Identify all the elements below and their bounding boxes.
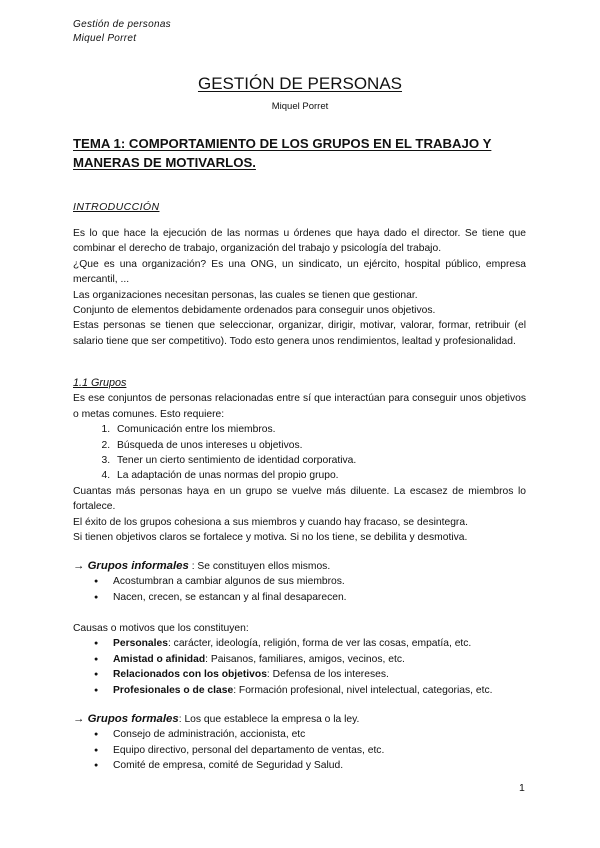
grupos-section [73,376,526,545]
causas-section [73,621,526,698]
causa-label: Relacionados con los objetivos [113,669,267,681]
intro-paragraph-3: Las organizaciones necesitan personas, las cuales se tienen que gestionar. [73,289,418,301]
grupos-heading: 1.1 Grupos [73,377,127,389]
grupos-paragraph-1: Es ese conjuntos de personas relacionadas entre sí que interactúan para conseguir unos objetivos o metas comunes. Esto requiere: [73,393,526,420]
list-item: ● Nacen, crecen, se estancan y al final desaparecen. [103,590,526,605]
page-number: 1 [519,782,525,794]
grupos-paragraph-2: Cuantas más personas haya en un grupo se vuelve más diluente. La escasez de miembros lo fortalece. [73,485,526,513]
intro-heading-block [73,200,526,215]
arrow-icon: → [73,713,85,725]
list-item [103,667,526,682]
grupos-paragraph-4: Si tienen objetivos claros se fortalece y motiva. Si no los tiene, se debilita y desmotiva. [73,532,468,544]
header-author: Miquel Porret [73,33,137,44]
list-item: ● Acostumbran a cambiar algunos de sus miembros. [103,574,526,589]
causas-list [73,636,526,698]
list-item: 1. Comunicación entre los miembros. [113,422,526,437]
requisitos-list [73,422,526,484]
list-item: ● Comité de empresa, comité de Seguridad y Salud. [103,758,526,773]
formales-label: Grupos formales [87,713,179,725]
causa-label: Amistad o afinidad [113,653,206,665]
list-item: ● Consejo de administración, accionista, etc [103,727,526,742]
list-item: 3. Tener un cierto sentimiento de identidad corporativa. [113,453,526,468]
header-subject: Gestión de personas [73,19,171,30]
intro-section [73,226,526,349]
causa-text: : Paisanos, familiares, amigos, vecinos, etc. [205,653,405,665]
tema-heading: TEMA 1: COMPORTAMIENTO DE LOS GRUPOS EN EL TRABAJO Y MANERAS DE MOTIVARLOS. [73,136,492,170]
causa-text: : carácter, ideología, religión, forma de ver las cosas, empatía, etc. [167,638,472,650]
intro-paragraph-1: Es lo que hace la ejecución de las normas u órdenes que haya dado el director. Se tiene que combinar el derecho de trabajo, organización del trabajo y psicología del trabajo. [73,228,526,255]
formales-heading [73,712,526,727]
list-item [103,652,526,667]
informales-heading [73,559,526,574]
causa-text: : Formación profesional, nivel intelectual, categorias, etc. [233,684,493,696]
causa-label: Profesionales o de clase [113,684,234,696]
causas-intro: Causas o motivos que los constituyen: [73,623,249,634]
document-title: GESTIÓN DE PERSONAS [197,74,403,93]
list-item: 2. Búsqueda de unos intereses u objetivos. [113,438,526,453]
document-author: Miquel Porret [271,101,329,112]
list-item [103,636,526,651]
formales-desc: : Los que establece la empresa o la ley. [178,714,360,725]
arrow-icon: → [73,560,85,572]
running-header [73,18,171,46]
list-item: 4. La adaptación de unas normas del propio grupo. [113,468,526,483]
informales-section [73,559,526,605]
informales-list [73,574,526,605]
list-item: ● Equipo directivo, personal del departamento de ventas, etc. [103,743,526,758]
causa-text: : Defensa de los intereses. [266,669,389,681]
grupos-paragraph-3: El éxito de los grupos cohesiona a sus miembros y cuando hay fracaso, se desintegra. [73,516,468,528]
intro-heading: INTRODUCCIÓN [73,201,160,213]
informales-desc: : Se constituyen ellos mismos. [188,561,331,572]
intro-paragraph-4: Conjunto de elementos debidamente ordenados para conseguir unos objetivos. [73,305,436,317]
informales-label: Grupos informales [87,560,189,572]
intro-paragraph-5: Estas personas se tienen que seleccionar, organizar, dirigir, motivar, valorar, formar, retribuir (el salario tiene que ser competitivo). Todo esto genera unos rendimientos, lealtad y profesionalidad. [73,320,526,347]
list-item [103,683,526,698]
intro-paragraph-2: ¿Que es una organización? Es una ONG, un sindicato, un ejército, hospital público, empresa mercantil, ... [73,258,526,286]
causa-label: Personales [113,638,168,650]
formales-section [73,712,526,774]
formales-list [73,727,526,773]
